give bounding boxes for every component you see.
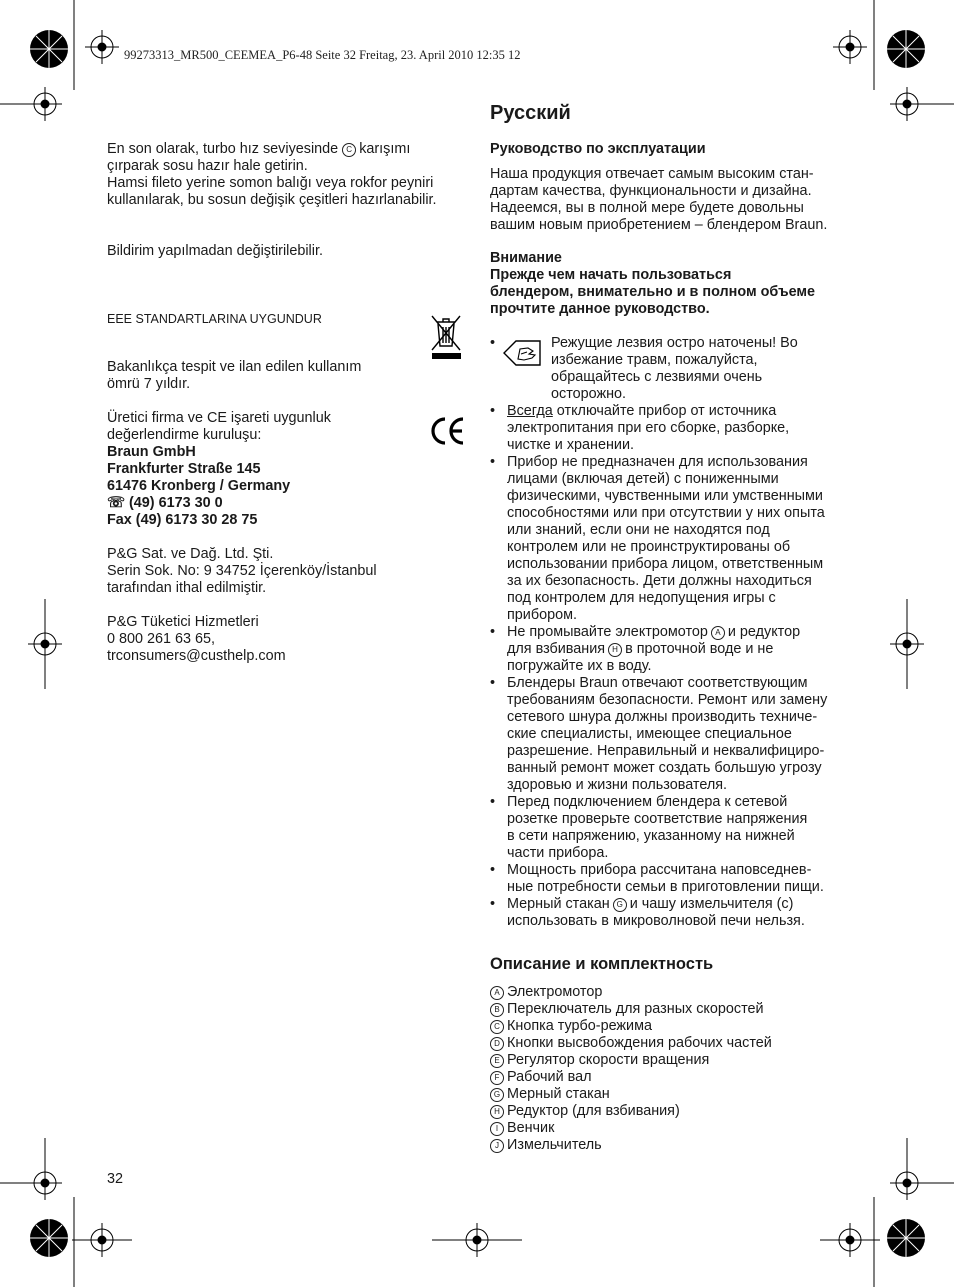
warning-line: прочтите данное руководство. bbox=[490, 301, 710, 317]
part-label: Кнопки высвобождения рабочих частей bbox=[507, 1035, 772, 1051]
consumer-line: P&G Tüketici Hizmetleri bbox=[107, 614, 259, 630]
change-notice: Bildirim yapılmadan değiştirilebilir. bbox=[107, 243, 323, 259]
text-line: Мощность прибора рассчитана наповседнев- bbox=[507, 862, 812, 878]
text-line: избежание травм, пожалуйста, bbox=[551, 352, 758, 368]
text-line: Мерный стакан bbox=[507, 896, 610, 912]
text-line: способностями или при отсутствии у них опыта bbox=[507, 505, 825, 521]
text-line: части прибора. bbox=[507, 845, 609, 861]
circled-letter: G bbox=[490, 1088, 504, 1102]
text-line: Режущие лезвия остро наточены! Во bbox=[551, 335, 798, 351]
circled-letter: B bbox=[490, 1003, 504, 1017]
part-label: Измельчитель bbox=[507, 1137, 602, 1153]
list-item bbox=[490, 403, 860, 454]
circled-letter: A bbox=[490, 986, 504, 1000]
intro-paragraph bbox=[490, 166, 860, 234]
part-label: Венчик bbox=[507, 1120, 555, 1136]
text-line: сетевого шнура должны производить техниче- bbox=[507, 709, 818, 725]
bullet: • bbox=[490, 335, 496, 351]
list-item bbox=[490, 675, 860, 794]
text-line: розетке проверьте соответствие напряжения bbox=[507, 811, 808, 827]
text-line: здоровью и жизни пользователя. bbox=[507, 777, 728, 793]
eee-compliance: EEE STANDARTLARINA UYGUNDUR bbox=[107, 312, 322, 326]
text-line: за их безопасность. Дети должны находиться bbox=[507, 573, 812, 589]
page-number: 32 bbox=[107, 1171, 124, 1187]
parts-list-item bbox=[490, 1103, 860, 1120]
parts-list-item bbox=[490, 1137, 860, 1154]
text-line: обращайтесь с лезвиями очень bbox=[551, 369, 763, 385]
text-line: çırparak sosu hazır hale getirin. bbox=[107, 158, 308, 174]
text-line: чистке и хранении. bbox=[507, 437, 634, 453]
text-line: под контролем для недопущения игры с bbox=[507, 590, 776, 606]
emphasis-text: Всегда bbox=[507, 403, 553, 419]
text-line: отключайте прибор от источника bbox=[552, 403, 777, 419]
circled-letter: D bbox=[490, 1037, 504, 1051]
text-line: Прибор не предназначен для использования bbox=[507, 454, 808, 470]
circled-letter: I bbox=[490, 1122, 504, 1136]
language-title: Русский bbox=[490, 102, 571, 124]
lifetime-text: ömrü 7 yıldır. bbox=[107, 376, 191, 392]
print-slug: 99273313_MR500_CEEMEA_P6-48 Seite 32 Freitag, 23. April 2010 12:35 12 bbox=[124, 48, 521, 62]
address-line: 61476 Kronberg / Germany bbox=[107, 478, 291, 494]
text-line: для взбивания bbox=[507, 641, 606, 657]
part-label: Переключатель для разных скоростей bbox=[507, 1001, 764, 1017]
part-label: Электромотор bbox=[507, 984, 603, 1000]
parts-list-item bbox=[490, 1052, 860, 1069]
importer-info bbox=[107, 546, 467, 597]
importer-line: tarafından ithal edilmiştir. bbox=[107, 580, 267, 596]
parts-list-item bbox=[490, 1069, 860, 1086]
section-title: Описание и комплектность bbox=[490, 955, 714, 973]
text-line: в проточной воде и не bbox=[625, 641, 774, 657]
text-line: Hamsi fileto yerine somon balığı veya rokfor peyniri bbox=[107, 175, 434, 191]
bullet: • bbox=[490, 862, 496, 878]
parts-list-item bbox=[490, 1001, 860, 1018]
text-line: En son olarak, turbo hız seviyesinde bbox=[107, 141, 339, 157]
text-line: Блендеры Braun отвечают соответствующим bbox=[507, 675, 808, 691]
bullet: • bbox=[490, 624, 496, 640]
circled-letter: A bbox=[711, 626, 725, 640]
address-line: Braun GmbH bbox=[107, 444, 196, 460]
parts-list-item bbox=[490, 984, 860, 1001]
text-line: дартам качества, функциональности и дизайна. bbox=[490, 183, 812, 199]
text-line: ские специалисты, имеющее специальное bbox=[507, 726, 792, 742]
text-line: Не промывайте электромотор bbox=[507, 624, 708, 640]
warning-line: Прежде чем начать пользоваться bbox=[490, 267, 732, 283]
list-item bbox=[490, 454, 860, 624]
bullet: • bbox=[490, 454, 496, 470]
part-label: Кнопка турбо-режима bbox=[507, 1018, 652, 1034]
circled-letter: C bbox=[342, 143, 356, 157]
circled-letter: G bbox=[613, 898, 627, 912]
text-line: погружайте их в воду. bbox=[507, 658, 652, 674]
importer-line: P&G Sat. ve Dağ. Ltd. Şti. bbox=[107, 546, 274, 562]
circled-letter: J bbox=[490, 1139, 504, 1153]
manufacturer-address bbox=[107, 444, 467, 529]
warning-title: Внимание bbox=[490, 250, 562, 266]
list-item bbox=[490, 794, 860, 862]
part-label: Редуктор (для взбивания) bbox=[507, 1103, 680, 1119]
manufacturer-intro: değerlendirme kuruluşu: bbox=[107, 427, 262, 443]
text-line: вашим новым приобретением – блендером Braun. bbox=[490, 217, 828, 233]
text-line: Надеемся, вы в полной мере будете довольны bbox=[490, 200, 804, 216]
list-item bbox=[490, 896, 860, 930]
manual-subtitle: Руководство по эксплуатации bbox=[490, 141, 706, 157]
text-line: прибором. bbox=[507, 607, 577, 623]
warning-block bbox=[490, 250, 860, 318]
text-line: разрешение. Неправильный и неквалифициро- bbox=[507, 743, 825, 759]
text-line: физическими, чувственными или умственными bbox=[507, 488, 823, 504]
text-line: и чашу измельчителя (c) bbox=[629, 896, 794, 912]
bullet: • bbox=[490, 403, 496, 419]
text-line: Наша продукция отвечает самым высоким стан- bbox=[490, 166, 814, 182]
consumer-email: trconsumers@custhelp.com bbox=[107, 648, 286, 664]
text-line: ные потребности семьи в приготовлении пищи. bbox=[507, 879, 824, 895]
list-item bbox=[490, 624, 860, 675]
warning-line: блендером, внимательно и в полном объеме bbox=[490, 284, 816, 300]
circled-letter: C bbox=[490, 1020, 504, 1034]
parts-list-item bbox=[490, 1120, 860, 1137]
circled-letter: H bbox=[608, 643, 622, 657]
left-column bbox=[107, 141, 467, 665]
circled-letter: H bbox=[490, 1105, 504, 1119]
ce-mark-icon bbox=[428, 414, 468, 448]
bullet: • bbox=[490, 794, 496, 810]
phone-line: ☏ (49) 6173 30 0 bbox=[107, 495, 223, 511]
text-line: в сети напряжению, указанному на нижней bbox=[507, 828, 795, 844]
text-line: kullanılarak, bu sosun değişik çeşitleri hazırlanabilir. bbox=[107, 192, 437, 208]
safety-list bbox=[490, 335, 860, 930]
text-line: Перед подключением блендера к сетевой bbox=[507, 794, 788, 810]
text-line: требованиям безопасности. Ремонт или замену bbox=[507, 692, 828, 708]
blade-warning-icon bbox=[502, 339, 542, 367]
circled-letter: F bbox=[490, 1071, 504, 1085]
recipe-paragraph bbox=[107, 141, 467, 209]
manufacturer-intro: Üretici firma ve CE işareti uygunluk bbox=[107, 410, 331, 426]
parts-list-item bbox=[490, 1018, 860, 1035]
text-line: контролем или не проинструктированы об bbox=[507, 539, 791, 555]
list-item bbox=[490, 862, 860, 896]
address-line: Frankfurter Straße 145 bbox=[107, 461, 261, 477]
consumer-service bbox=[107, 614, 467, 665]
right-column bbox=[490, 101, 860, 1154]
text-line: осторожно. bbox=[551, 386, 627, 402]
text-line: электропитания при его сборке, разборке, bbox=[507, 420, 790, 436]
fax-line: Fax (49) 6173 30 28 75 bbox=[107, 512, 258, 528]
text-line: использовании прибора лицом, ответственным bbox=[507, 556, 824, 572]
parts-list bbox=[490, 984, 860, 1154]
text-line: или знаний, если они не находятся под bbox=[507, 522, 770, 538]
text-line: ванный ремонт может создать большую угрозу bbox=[507, 760, 822, 776]
text-line: использовать в микроволновой печи нельзя. bbox=[507, 913, 805, 929]
circled-letter: E bbox=[490, 1054, 504, 1068]
bullet: • bbox=[490, 896, 496, 912]
part-label: Мерный стакан bbox=[507, 1086, 610, 1102]
lifetime-text: Bakanlıkça tespit ve ilan edilen kullanım bbox=[107, 359, 362, 375]
text-line: karışımı bbox=[359, 141, 411, 157]
part-label: Рабочий вал bbox=[507, 1069, 592, 1085]
importer-line: Serin Sok. No: 9 34752 İçerenköy/İstanbul bbox=[107, 563, 377, 579]
text-line: лицами (включая детей) с пониженными bbox=[507, 471, 779, 487]
weee-bin-icon bbox=[429, 314, 463, 360]
consumer-phone: 0 800 261 63 65, bbox=[107, 631, 216, 647]
list-item bbox=[490, 335, 860, 403]
bullet: • bbox=[490, 675, 496, 691]
parts-list-item bbox=[490, 1035, 860, 1052]
part-label: Регулятор скорости вращения bbox=[507, 1052, 710, 1068]
text-line: и редуктор bbox=[727, 624, 801, 640]
parts-list-item bbox=[490, 1086, 860, 1103]
